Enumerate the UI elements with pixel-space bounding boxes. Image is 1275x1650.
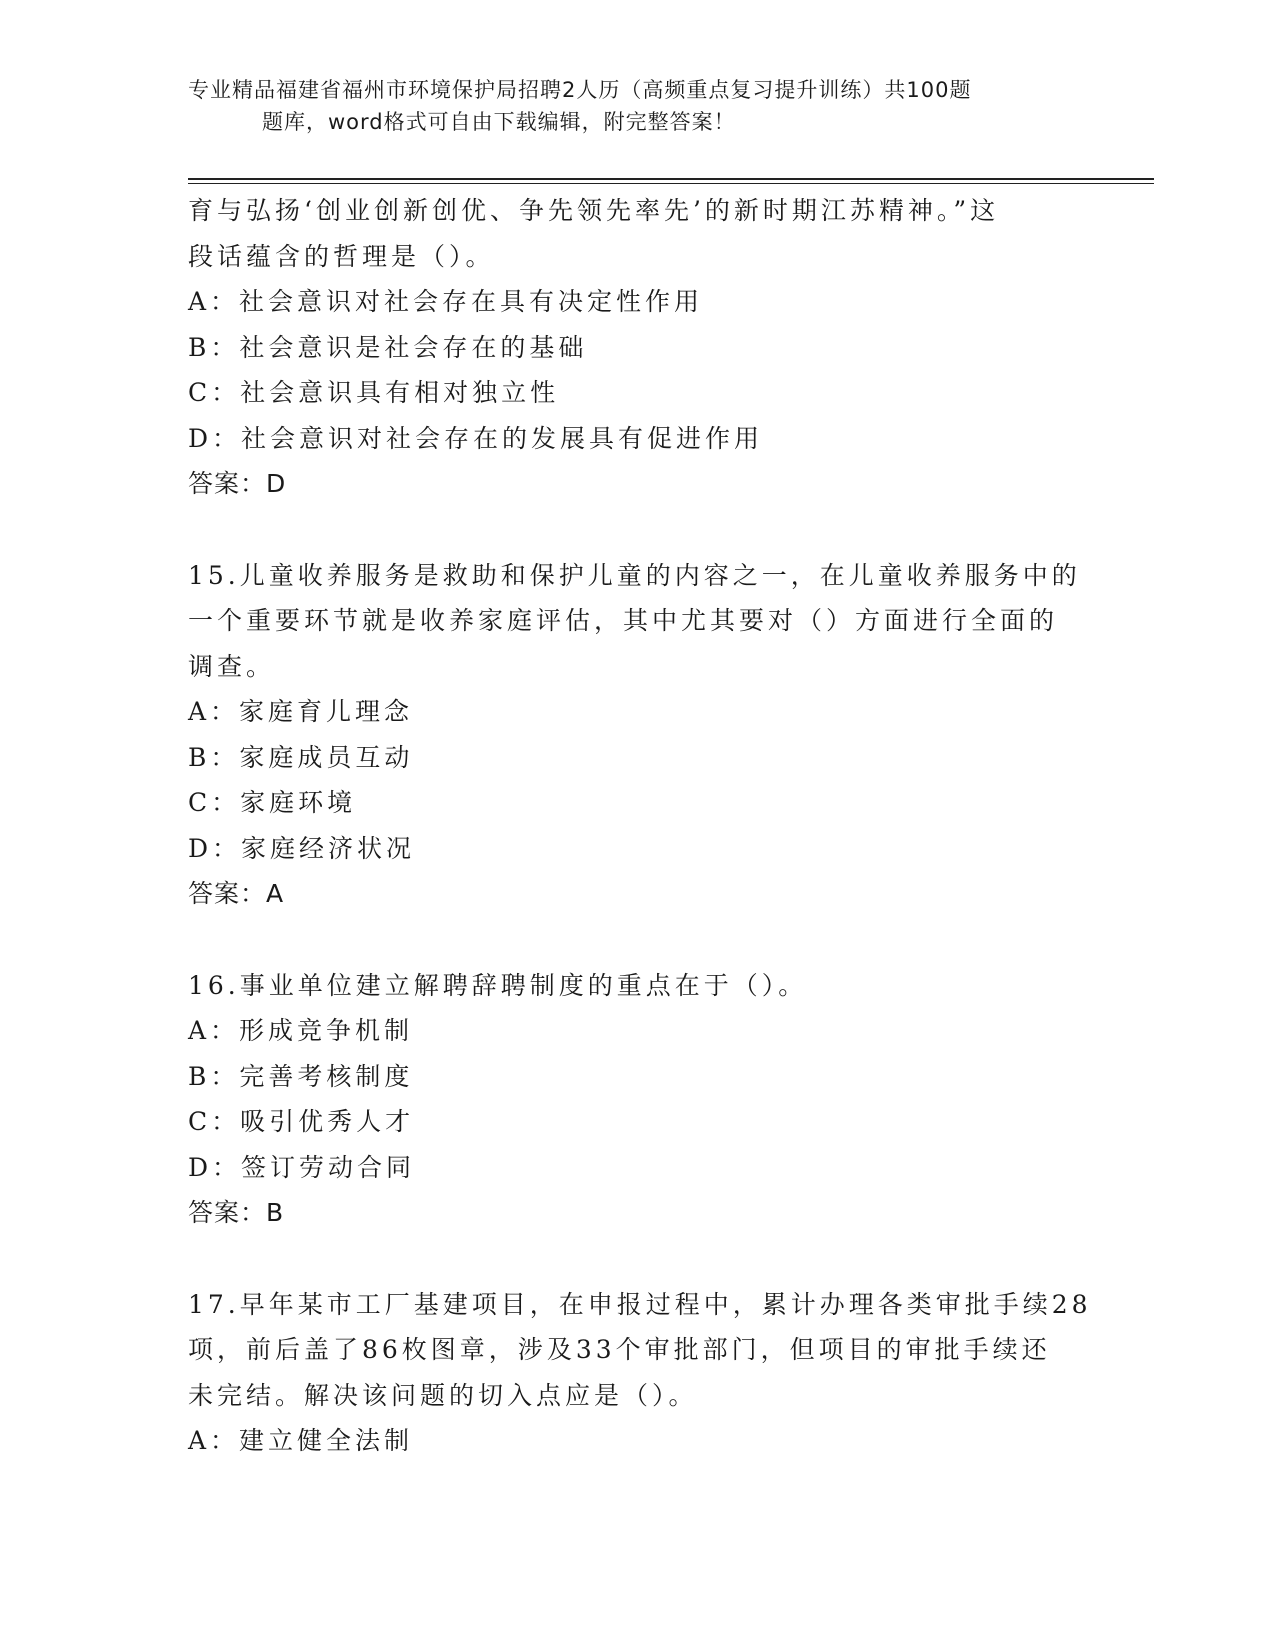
question-stem-line: 育与弘扬‘创业创新创优、争先领先率先’的新时期江苏精神。”这	[188, 196, 1000, 225]
header-divider-thin	[188, 183, 1154, 184]
question-stem-line: 未完结。解决该问题的切入点应是（）。	[188, 1380, 698, 1410]
option-b: B：家庭成员互动	[188, 742, 414, 772]
answer: 答案：D	[188, 469, 287, 498]
option-d: D：社会意识对社会存在的发展具有促进作用	[188, 423, 764, 453]
header-divider-thick	[188, 178, 1154, 180]
header-title-line2: 题库，word格式可自由下载编辑，附完整答案！	[262, 110, 736, 134]
option-b: B：社会意识是社会存在的基础	[188, 332, 588, 362]
option-c: C：家庭环境	[188, 788, 357, 817]
question-stem-line: 17.早年某市工厂基建项目，在申报过程中，累计办理各类审批手续28	[188, 1289, 1092, 1319]
option-a: A：建立健全法制	[188, 1426, 414, 1455]
question-16	[188, 963, 1088, 1236]
question-15	[188, 553, 1088, 917]
question-17	[188, 1282, 1092, 1464]
question-content	[188, 188, 1092, 1464]
question-stem-line: 段话蕴含的哲理是（）。	[188, 241, 495, 271]
answer: 答案：A	[188, 879, 285, 908]
option-c: C：社会意识具有相对独立性	[188, 378, 560, 407]
question-spacer	[188, 507, 1088, 553]
option-b: B：完善考核制度	[188, 1061, 414, 1091]
option-a: A：形成竞争机制	[188, 1016, 414, 1045]
question-stem-line: 15.儿童收养服务是救助和保护儿童的内容之一，在儿童收养服务中的	[188, 560, 1081, 590]
question-stem-line: 调查。	[188, 651, 276, 681]
header-title-line1: 专业精品福建省福州市环境保护局招聘2人历（高频重点复习提升训练）共100题	[188, 78, 972, 102]
question-14	[188, 188, 1088, 507]
option-d: D：签订劳动合同	[188, 1152, 416, 1182]
question-stem-line: 16.事业单位建立解聘辞聘制度的重点在于（）。	[188, 970, 808, 1000]
option-a: A：社会意识对社会存在具有决定性作用	[188, 287, 704, 316]
question-stem-line: 项，前后盖了86枚图章，涉及33个审批部门，但项目的审批手续还	[188, 1335, 1051, 1364]
question-stem-line: 一个重要环节就是收养家庭评估，其中尤其要对（）方面进行全面的	[188, 606, 1059, 635]
option-c: C：吸引优秀人才	[188, 1107, 415, 1136]
question-spacer	[188, 917, 1088, 963]
option-d: D：家庭经济状况	[188, 833, 416, 863]
page-header	[188, 74, 1088, 138]
answer: 答案：B	[188, 1198, 285, 1227]
option-a: A：家庭育儿理念	[188, 697, 414, 726]
question-spacer	[188, 1236, 1088, 1282]
